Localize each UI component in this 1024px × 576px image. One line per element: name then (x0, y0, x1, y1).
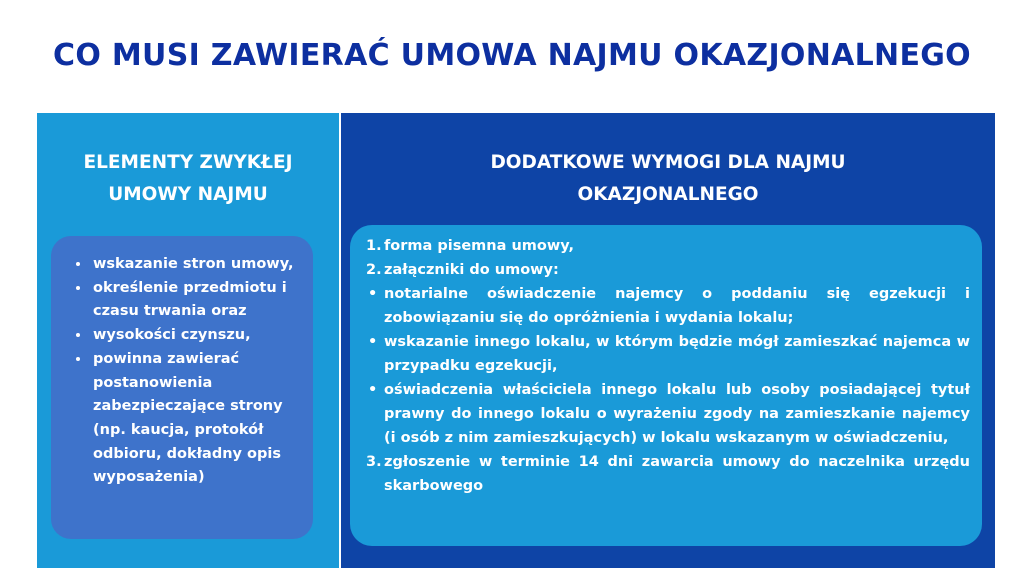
numbered-item (366, 450, 970, 498)
item-number: 3. (366, 454, 382, 470)
list-item: • określenie przedmiotu i czasu trwania oraz (91, 277, 301, 324)
item-text: forma pisemna umowy, (384, 238, 575, 254)
standard-lease-list-box (51, 236, 313, 539)
occasional-lease-heading (341, 147, 995, 211)
page-title: CO MUSI ZAWIERAĆ UMOWA NAJMU OKAZJONALNEGO (53, 38, 971, 73)
standard-lease-heading (37, 147, 339, 211)
occasional-lease-requirements-panel (341, 113, 995, 568)
heading-line: ELEMENTY ZWYKŁEJ (83, 152, 293, 173)
standard-lease-list (75, 253, 301, 490)
heading-line: OKAZJONALNEGO (577, 184, 759, 205)
heading-line: UMOWY NAJMU (108, 184, 268, 205)
list-item: • wysokości czynszu, (91, 324, 301, 348)
numbered-item (366, 234, 970, 258)
list-item: • wskazanie stron umowy, (91, 253, 301, 277)
sub-list-item (366, 378, 970, 450)
sub-list-item (366, 282, 970, 330)
bullet-icon: • (368, 382, 378, 398)
heading-line: DODATKOWE WYMOGI DLA NAJMU (490, 152, 846, 173)
standard-lease-elements-panel (37, 113, 339, 568)
item-number: 1. (366, 238, 382, 254)
numbered-item (366, 258, 970, 282)
occasional-lease-list-box (350, 225, 982, 546)
sub-list-item (366, 330, 970, 378)
list-item: • powinna zawierać postanowienia zabezpieczające strony (np. kaucja, protokół odbioru, dokładny opis wyposażenia) (91, 348, 301, 490)
sub-item-text: wskazanie innego lokalu, w którym będzie mógł zamieszkać najemca w przypadku egzekucji, (384, 334, 970, 374)
bullet-icon: • (368, 286, 378, 302)
item-text: zgłoszenie w terminie 14 dni zawarcia umowy do naczelnika urzędu skarbowego (384, 454, 970, 494)
sub-item-text: notarialne oświadczenie najemcy o poddaniu się egzekucji i zobowiązaniu się do opróżnienia i wydania lokalu; (384, 286, 970, 326)
sub-item-text: oświadczenia właściciela innego lokalu lub osoby posiadającej tytuł prawny do innego lokalu o wyrażeniu zgody na zamieszkanie najemcy (i osób z nim zamieszkujących) w lokalu wskazanym w oświadczeniu, (384, 382, 970, 446)
item-number: 2. (366, 262, 382, 278)
bullet-icon: • (368, 334, 378, 350)
item-text: załączniki do umowy: (384, 262, 559, 278)
